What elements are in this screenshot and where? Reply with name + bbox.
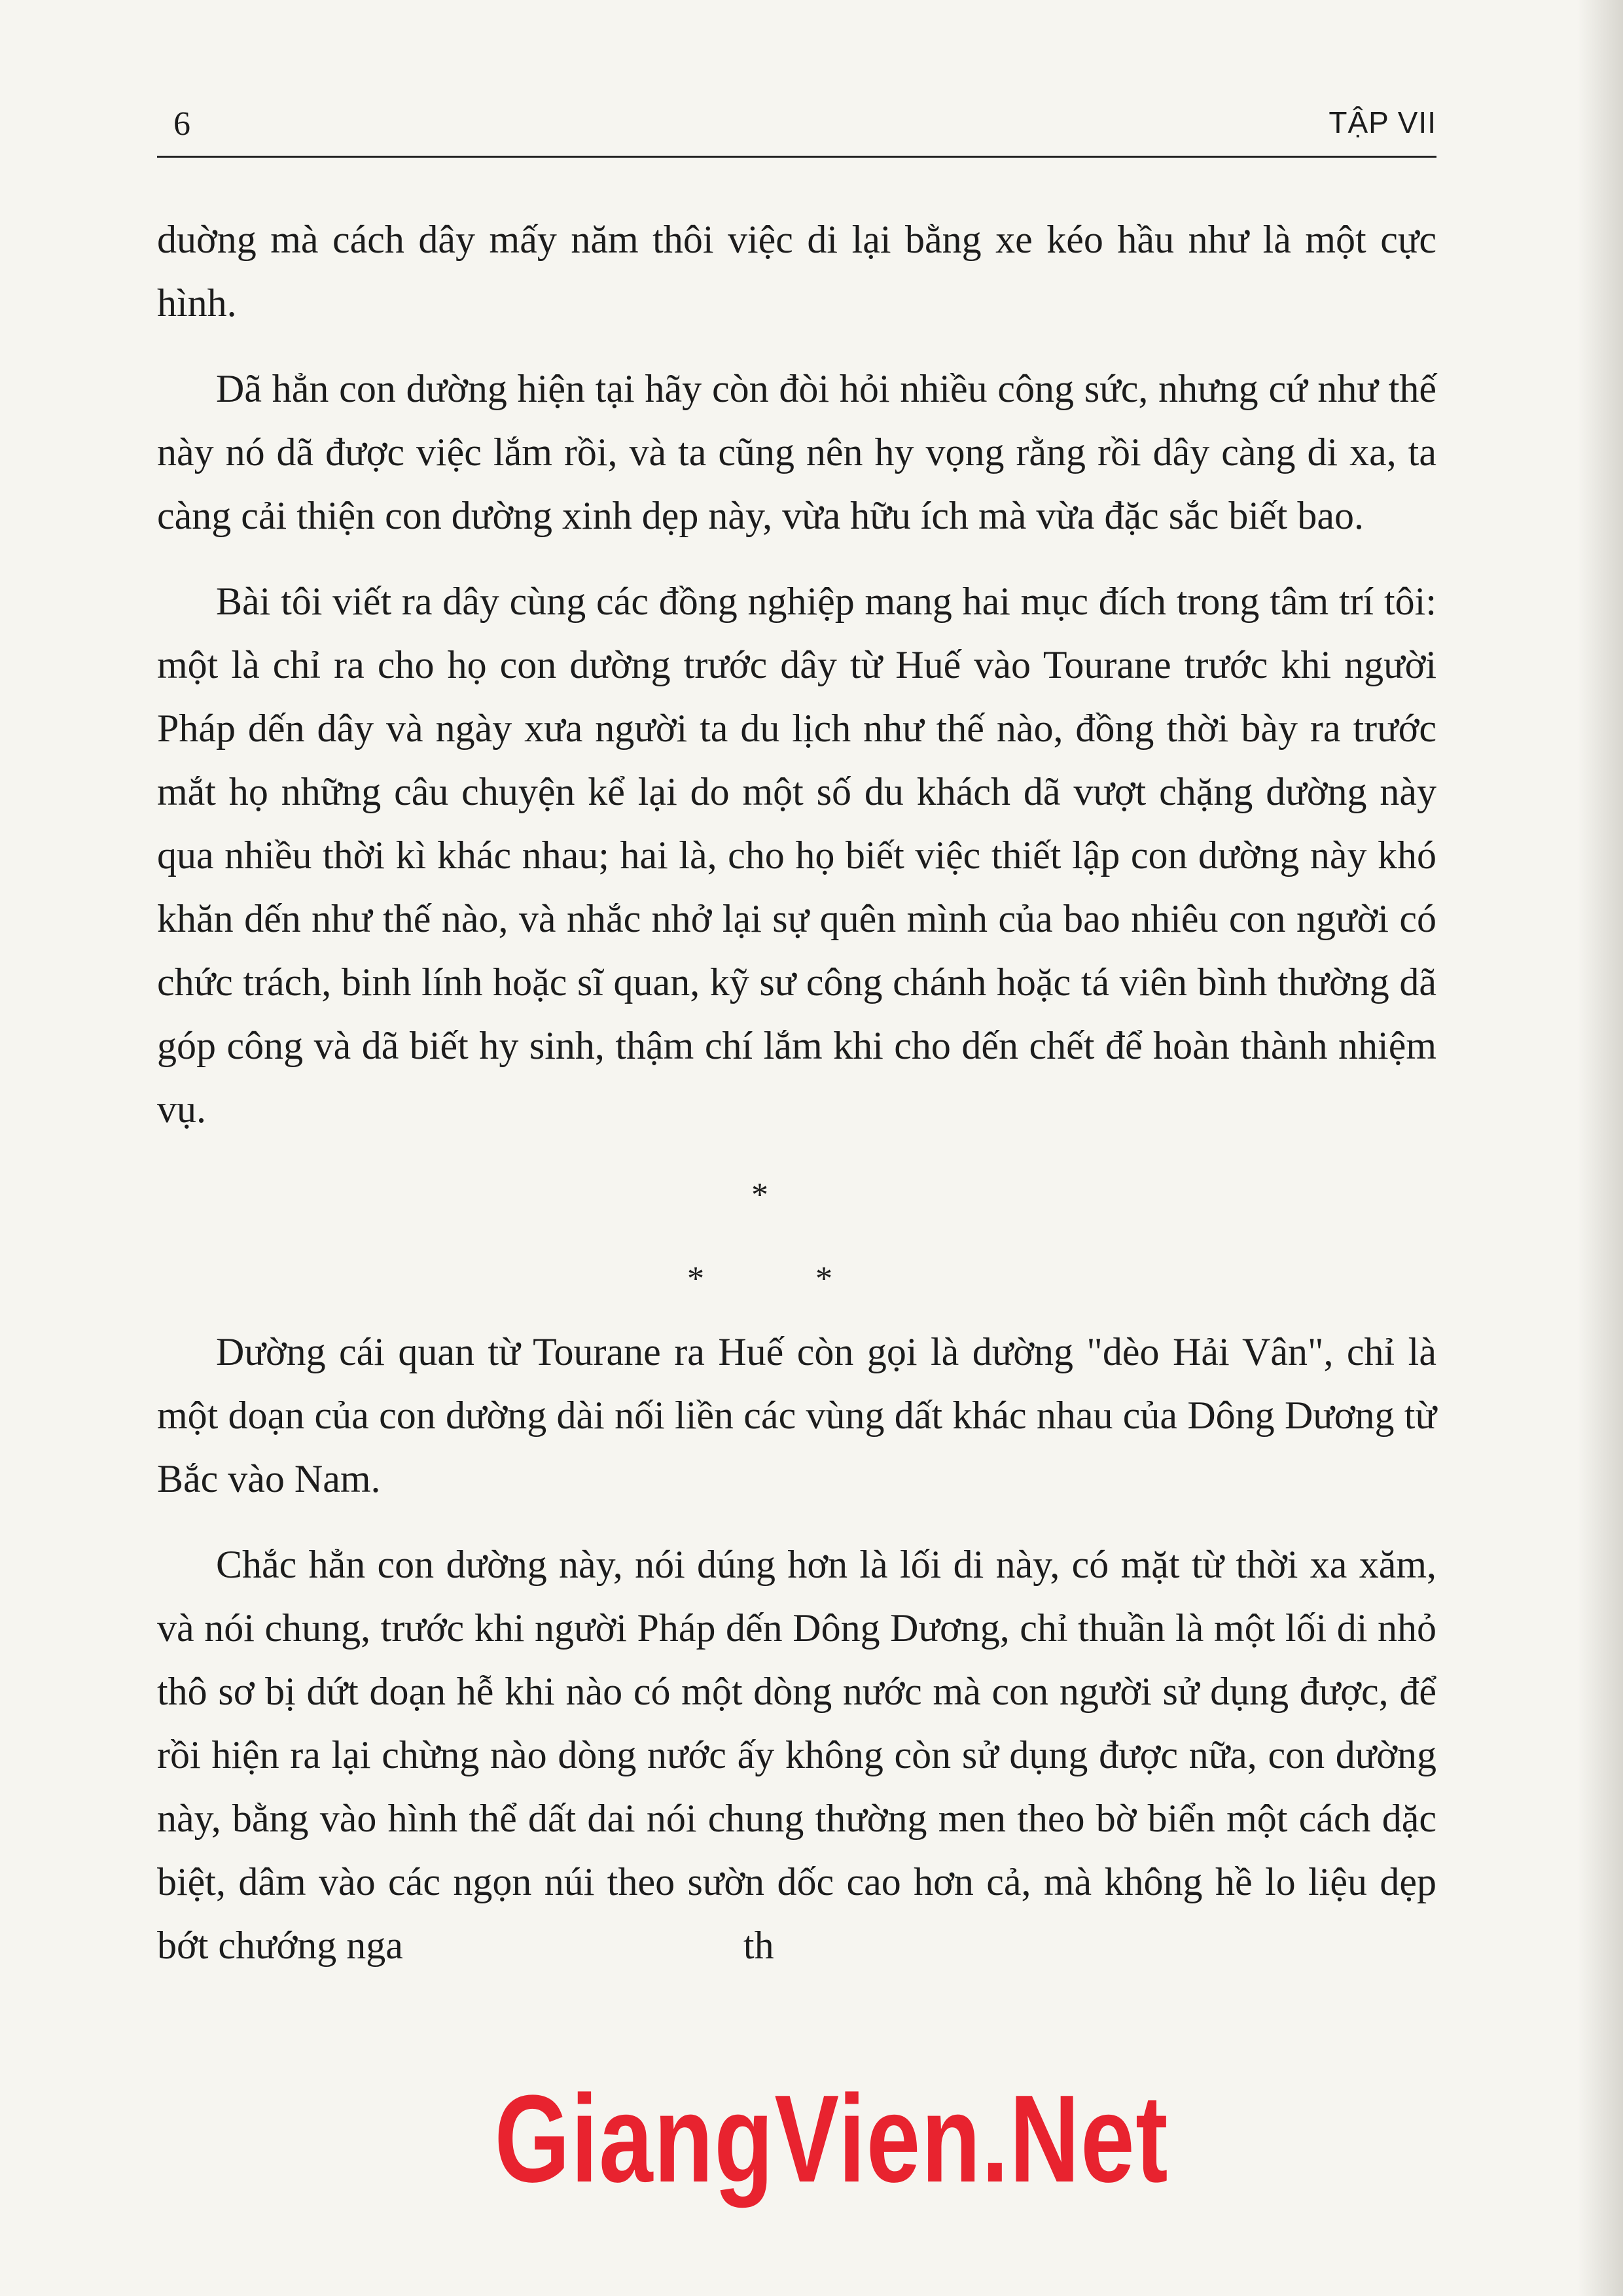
paragraph-tail: th [743, 1924, 774, 1967]
site-watermark: GiangVien.Net [484, 2068, 1179, 2210]
paragraph-text: Chắc hẳn con dường này, nói dúng hơn là lối di này, có mặt từ thời xa xăm, và nói chung, trước khi người Pháp dến Dông Dương, chỉ thuần là một lối di nhỏ thô sơ bị dứt doạn hễ khi nào có một dòng nước mà con người sử dụng được, để rồi hiện ra lại chừng nào dòng nước ấy không còn sử dụng được nữa, con dường này, bằng vào hình thể dất dai nói chung thường men theo bờ biển một cách dặc biệt, dâm vào các ngọn núi theo sườn dốc cao hơn cả, mà không hề lo liệu dẹp bớt chướng nga [157, 1543, 1436, 1967]
paragraph: Bài tôi viết ra dây cùng các đồng nghiệp mang hai mục đích trong tâm trí tôi: một là chỉ ra cho họ con dường trước dây từ Huế vào Tourane trước khi người Pháp dến dây và ngày xưa người ta du lịch như thế nào, đồng thời bày ra trước mắt họ những câu chuyện kể lại do một số du khách dã vượt chặng dường này qua nhiều thời kì khác nhau; hai là, cho họ biết việc thiết lập con dường này khó khăn dến như thế nào, và nhắc nhở lại sự quên mình của bao nhiêu con người có chức trách, binh lính hoặc sĩ quan, kỹ sư công chánh hoặc tá viên bình thường dã góp công và dã biết hy sinh, thậm chí lắm khi cho dến chết để hoàn thành nhiệm vụ. [157, 580, 1436, 1131]
section-separator [157, 1163, 1436, 1307]
page-number: 6 [173, 105, 190, 143]
separator-asterisk: * [815, 1260, 832, 1298]
running-header [157, 105, 1436, 157]
page-body [157, 208, 1436, 2000]
volume-label: TẬP VII [1329, 105, 1436, 139]
paragraph: Dã hẳn con dường hiện tại hãy còn đòi hỏi nhiều công sức, nhưng cứ như thế này nó dã được việc lắm rồi, và ta cũng nên hy vọng rằng rồi dây càng di xa, ta càng cải thiện con dường xinh dẹp này, vừa hữu ích mà vừa đặc sắc biết bao. [157, 367, 1436, 537]
header-rule [157, 156, 1436, 158]
paragraph [157, 1533, 1436, 1977]
paragraph-continued: duờng mà cách dây mấy năm thôi việc di lại bằng xe kéo hầu như là một cực hình. [157, 218, 1436, 325]
separator-asterisk: * [751, 1176, 768, 1214]
paragraph: Dường cái quan từ Tourane ra Huế còn gọi là dường "dèo Hải Vân", chỉ là một doạn của con dường dài nối liền các vùng dất khác nhau của Dông Dương từ Bắc vào Nam. [157, 1330, 1436, 1500]
separator-asterisk: * [687, 1260, 704, 1298]
page-edge-shadow [1577, 0, 1623, 2296]
